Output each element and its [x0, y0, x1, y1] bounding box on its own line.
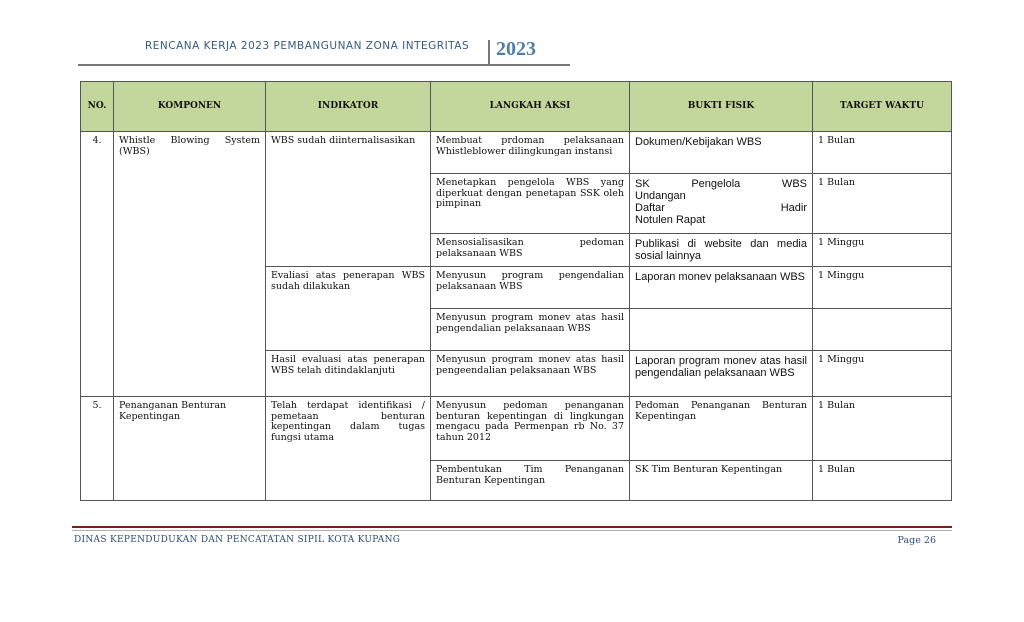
indikator-cell: Hasil evaluasi atas penerapan WBS telah ditindaklanjuti: [266, 351, 431, 397]
header-target-waktu: TARGET WAKTU: [813, 82, 952, 132]
target-waktu-cell: 1 Bulan: [813, 132, 952, 174]
target-waktu-cell: 1 Bulan: [813, 461, 952, 501]
header-bukti-fisik: BUKTI FISIK: [630, 82, 813, 132]
target-waktu-cell: 1 Minggu: [813, 351, 952, 397]
target-waktu-cell: 1 Minggu: [813, 234, 952, 267]
row-number: 5.: [81, 397, 114, 501]
header-langkah-aksi: LANGKAH AKSI: [431, 82, 630, 132]
bukti-fisik-cell: Publikasi di website dan media sosial lainnya: [630, 234, 813, 267]
bukti-line: Undangan: [635, 190, 686, 202]
header-title: RENCANA KERJA 2023 PEMBANGUNAN ZONA INTEGRITAS: [145, 40, 470, 52]
table-row: [81, 132, 952, 174]
indikator-cell: WBS sudah diinternalisasikan: [266, 132, 431, 267]
indikator-cell: Evaliasi atas penerapan WBS sudah dilakukan: [266, 267, 431, 351]
action-plan-table: [80, 81, 952, 501]
footer-rule-light: [72, 530, 952, 531]
target-waktu-cell: 1 Bulan: [813, 397, 952, 461]
header-rule: [78, 64, 570, 66]
langkah-aksi-cell: Pembentukan Tim Penanganan Benturan Kepentingan: [431, 461, 630, 501]
header-year: 2023: [496, 38, 536, 60]
langkah-aksi-cell: Mensosialisasikan pedoman pelaksanaan WBS: [431, 234, 630, 267]
header-komponen: KOMPONEN: [114, 82, 266, 132]
langkah-aksi-cell: Menyusun program monev atas hasil pengendalian pelaksanaan WBS: [431, 309, 630, 351]
header-indikator: INDIKATOR: [266, 82, 431, 132]
komponen-cell: Whistle Blowing System (WBS): [114, 132, 266, 397]
bukti-fisik-cell: Pedoman Penanganan Benturan Kepentingan: [630, 397, 813, 461]
footer-office-name: DINAS KEPENDUDUKAN DAN PENCATATAN SIPIL KOTA KUPANG: [74, 535, 401, 545]
langkah-aksi-cell: Menyusun program pengendalian pelaksanaan WBS: [431, 267, 630, 309]
header-no: NO.: [81, 82, 114, 132]
langkah-aksi-cell: Menyusun program monev atas hasil pengeendalian pelaksanaan WBS: [431, 351, 630, 397]
bukti-fisik-cell: [630, 309, 813, 351]
target-waktu-cell: [813, 309, 952, 351]
header-divider: [488, 40, 490, 66]
target-waktu-cell: 1 Bulan: [813, 174, 952, 234]
bukti-fisik-cell: [630, 174, 813, 234]
table-row: [81, 397, 952, 461]
bukti-line: SK Pengelola WBS: [635, 178, 807, 190]
langkah-aksi-cell: Menetapkan pengelola WBS yang diperkuat dengan penetapan SSK oleh pimpinan: [431, 174, 630, 234]
bukti-line: Daftar Hadir: [635, 202, 807, 214]
bukti-line: Notulen Rapat: [635, 214, 706, 226]
komponen-cell: Penanganan Benturan Kepentingan: [114, 397, 266, 501]
row-number: 4.: [81, 132, 114, 397]
table-header-row: [81, 82, 952, 132]
bukti-fisik-cell: Laporan program monev atas hasil pengendalian pelaksanaan WBS: [630, 351, 813, 397]
bukti-fisik-cell: Dokumen/Kebijakan WBS: [630, 132, 813, 174]
target-waktu-cell: 1 Minggu: [813, 267, 952, 309]
page-number: Page 26: [897, 535, 936, 546]
langkah-aksi-cell: Menyusun pedoman penanganan benturan kepentingan di lingkungan mengacu pada Permenpan rb No. 37 tahun 2012: [431, 397, 630, 461]
bukti-fisik-cell: SK Tim Benturan Kepentingan: [630, 461, 813, 501]
indikator-cell: Telah terdapat identifikasi / pemetaan benturan kepentingan dalam tugas fungsi utama: [266, 397, 431, 501]
footer-rule-dark: [72, 526, 952, 528]
bukti-fisik-cell: Laporan monev pelaksanaan WBS: [630, 267, 813, 309]
langkah-aksi-cell: Membuat prdoman pelaksanaan Whistleblower dilingkungan instansi: [431, 132, 630, 174]
